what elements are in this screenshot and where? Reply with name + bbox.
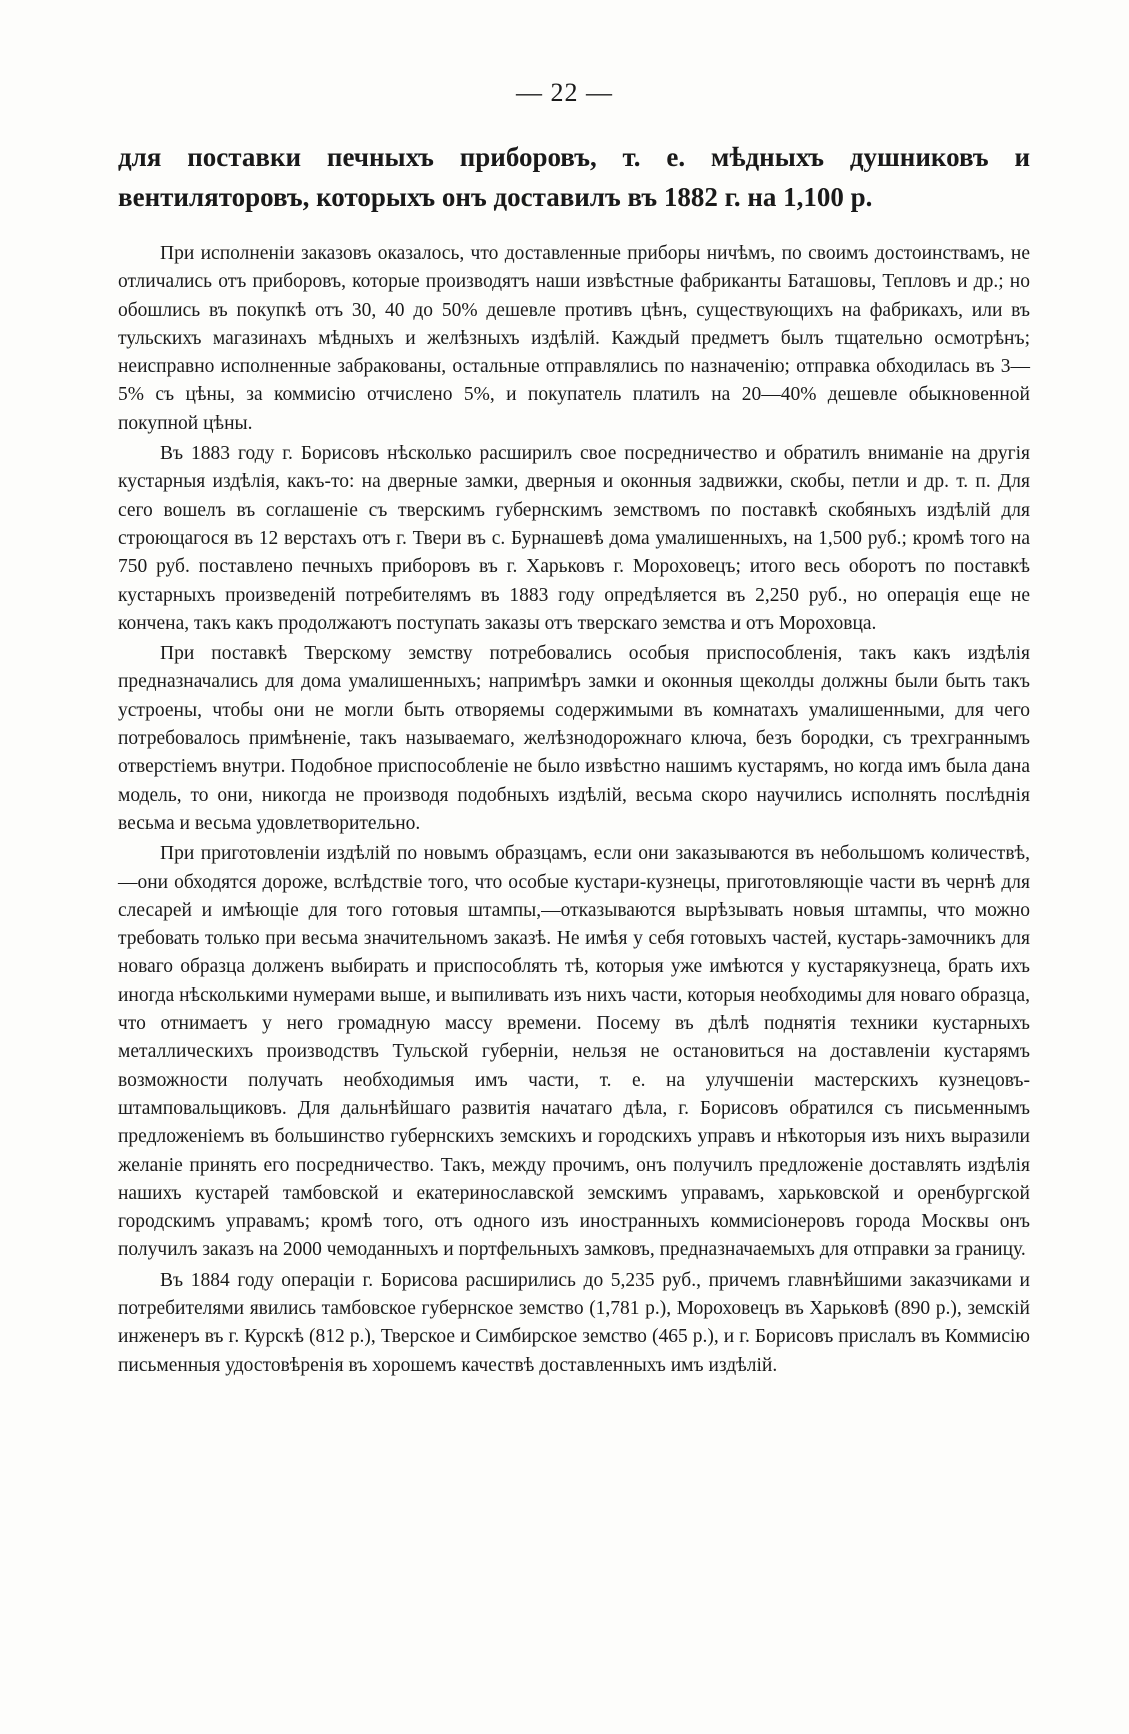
body-text [118, 240, 1030, 1380]
paragraph-4: При приготовленіи издѣлій по новымъ образцамъ, если они заказываются въ небольшомъ количествѣ,—они обходятся дороже, вслѣдствіе того, что особые кустари-кузнецы, приготовляющіе части въ чернѣ для слесарей и имѣющіе для того готовыя штампы,—отказываются вырѣзывать новыя штампы, что можно требовать только при весьма значительномъ заказѣ. Не имѣя у себя готовыхъ частей, кустарь-замочникъ для новаго образца долженъ выбирать и приспособлять тѣ, которыя уже имѣются у кустарякузнеца, брать ихъ иногда нѣсколькими нумерами выше, и выпиливать изъ нихъ части, которыя необходимы для новаго образца, что отнимаетъ у него громадную массу времени. Посему въ дѣлѣ поднятія техники кустарныхъ металлическихъ производствъ Тульской губерніи, нельзя не остановиться на доставленіи кустарямъ возможности получать необходимыя имъ части, т. е. на улучшеніи мастерскихъ кузнецовъ-штамповальщиковъ. Для дальнѣйшаго развитія начатаго дѣла, г. Борисовъ обратился съ письменнымъ предложеніемъ въ большинство губернскихъ земскихъ и городскихъ управъ и нѣкоторыя изъ нихъ выразили желаніе принять его посредничество. Такъ, между прочимъ, онъ получилъ предложеніе доставлять издѣлія нашихъ кустарей тамбовской и екатеринославской земскимъ управамъ, харьковской и оренбургской городскимъ управамъ; кромѣ того, отъ одного изъ иностранныхъ коммисіонеровъ города Москвы онъ получилъ заказъ на 2000 чемоданныхъ и портфельныхъ замковъ, предназначаемыхъ для отправки за границу. [118, 843, 1030, 1261]
paragraph-1: При исполненіи заказовъ оказалось, что доставленные приборы ничѣмъ, по своимъ достоинствамъ, не отличались отъ приборовъ, которые производятъ наши извѣстные фабриканты Баташовы, Тепловъ и др.; но обошлись въ покупкѣ отъ 30, 40 до 50% дешевле противъ цѣнъ, существующихъ на фабрикахъ, или въ тульскихъ магазинахъ мѣдныхъ и желѣзныхъ издѣлій. Каждый предметъ былъ тщательно осмотрѣнъ; неисправно исполненные забракованы, остальные отправлялись по назначенію; отправка обходилась въ 3—5% съ цѣны, за коммисію отчислено 5%, и покупатель платилъ на 20—40% дешевле обыкновенной покупной цѣны. [118, 243, 1030, 434]
continued-heading-text: для поставки печныхъ приборовъ, т. е. мѣдныхъ душниковъ и вентиляторовъ, которыхъ онъ доставилъ въ 1882 г. на 1,100 р. [118, 142, 1030, 212]
paragraph-2: Въ 1883 году г. Борисовъ нѣсколько расширилъ свое посредничество и обратилъ вниманіе на другія кустарныя издѣлія, какъ-то: на дверные замки, дверныя и оконныя задвижки, скобы, петли и др. т. п. Для сего вошелъ въ соглашеніе съ тверскимъ губернскимъ земствомъ по поставкѣ скобяныхъ издѣлій для строющагося въ 12 верстахъ отъ г. Твери въ с. Бурнашевѣ дома умалишенныхъ, на 1,500 руб.; кромѣ того на 750 руб. поставлено печныхъ приборовъ въ г. Харьковъ г. Мороховецъ; итого весь оборотъ по поставкѣ кустарныхъ произведеній потребителямъ въ 1883 году опредѣляется въ 2,250 руб., но операція еще не кончена, такъ какъ продолжаютъ поступать заказы отъ тверскаго земства и отъ Мороховца. [118, 443, 1030, 634]
paragraph-3: При поставкѣ Тверскому земству потребовались особыя приспособленія, такъ какъ издѣлія предназначались для дома умалишенныхъ; напримѣръ замки и оконныя щеколды должны были быть такъ устроены, чтобы они не могли быть отворяемы содержимыми въ комнатахъ умалишенными, для чего потребовалось примѣненіе, такъ называемаго, желѣзнодорожнаго ключа, безъ бородки, съ трехграннымъ отверстіемъ внутри. Подобное приспособленіе не было извѣстно нашимъ кустарямъ, но когда имъ была дана модель, то они, никогда не производя подобныхъ издѣлій, весьма скоро научились исполнять послѣднія весьма и весьма удовлетворительно. [118, 643, 1030, 834]
page-number: — 22 — [516, 78, 613, 107]
paragraph-5: Въ 1884 году операціи г. Борисова расширились до 5,235 руб., причемъ главнѣйшими заказчиками и потребителями явились тамбовское губернское земство (1,781 р.), Мороховецъ въ Харьковѣ (890 р.), земскій инженеръ въ г. Курскѣ (812 р.), Тверское и Симбирское земство (465 р.), и г. Борисовъ прислалъ въ Коммисію письменныя удостовѣренія въ хорошемъ качествѣ доставленныхъ имъ издѣлій. [118, 1269, 1030, 1376]
